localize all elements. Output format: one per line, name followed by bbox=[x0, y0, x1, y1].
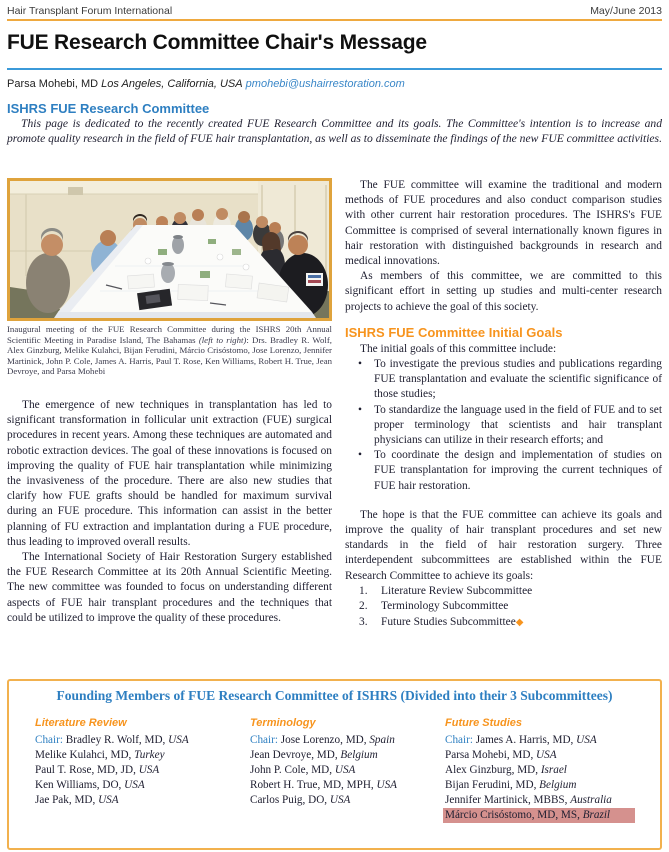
member-name: Jennifer Martinick, MBBS, bbox=[445, 794, 568, 806]
subcommittee-item bbox=[345, 615, 662, 631]
subcommittee-label-text: Future Studies Subcommittee bbox=[381, 616, 516, 629]
member-country: USA bbox=[98, 794, 119, 806]
member-country: Brazil bbox=[582, 809, 611, 821]
member-row bbox=[35, 748, 250, 763]
author-location: Los Angeles, California, USA bbox=[101, 78, 243, 90]
member-row bbox=[445, 793, 660, 808]
member-country: USA bbox=[576, 734, 597, 746]
page-title: FUE Research Committee Chair's Message bbox=[7, 31, 427, 54]
author-name: Parsa Mohebi, MD bbox=[7, 78, 99, 90]
photo-caption-names: : Drs. Bradley R. Wolf, Alex Ginzburg, Melike Kulahci, Bijan Ferudini, Márcio Crisóstomo, Jose Lorenzo, Jennifer Martinick, John P. Cole, James A. Harris, Paul T. Rose, Ken Williams, Robert H. True, Jean Devroye, and Parsa Mohebi bbox=[7, 334, 332, 377]
left-paragraph-1: The emergence of new techniques in transplantation has led to significant transformation in follicular unit extraction (FUE) surgical procedures in recent years. Among these techniques are automated and robotic extraction devices. The goal of these innovations is focused on improving the quality of FUE hair transplantation while minimizing the invasiveness of the procedure. There are also new studies that clarify how FUE grafts should be handled for maximum survival during an FUE procedure. This information can assist in the better planning of FU extraction and implantation during a FUE procedure, thus leading to improved overall results. bbox=[7, 398, 332, 548]
member-country: Belgium bbox=[539, 779, 577, 791]
right-column bbox=[345, 178, 662, 631]
member-name: Robert H. True, MD, MPH, bbox=[250, 779, 374, 791]
member-row bbox=[35, 778, 250, 793]
member-country: Spain bbox=[369, 734, 395, 746]
journal-name: Hair Transplant Forum International bbox=[7, 5, 173, 17]
end-diamond-icon: ◆ bbox=[515, 617, 524, 629]
right-paragraph-2: As members of this committee, we are committed to this significant effort in setting up studies and multi-center research projects to achieve the goal of this society. bbox=[345, 270, 662, 313]
section-heading-committee: ISHRS FUE Research Committee bbox=[7, 101, 210, 116]
member-row bbox=[445, 733, 660, 748]
photo-caption-italic: (left to right) bbox=[198, 334, 247, 345]
left-column bbox=[7, 178, 332, 631]
list-number: 3. bbox=[359, 616, 368, 629]
subcommittee-label bbox=[381, 615, 662, 631]
goal-item bbox=[345, 403, 662, 449]
member-row bbox=[250, 748, 445, 763]
member-country: USA bbox=[168, 734, 189, 746]
column-header: Literature Review bbox=[35, 717, 127, 729]
member-country: USA bbox=[138, 764, 160, 776]
member-row bbox=[445, 763, 660, 778]
title-divider bbox=[7, 68, 662, 70]
member-row bbox=[445, 778, 660, 793]
founding-box-columns bbox=[9, 717, 660, 823]
goal-text: To coordinate the design and implementation of studies on FUE transplantation for improving the current techniques of FUE hair restoration. bbox=[374, 449, 662, 492]
chair-label: Chair: bbox=[445, 734, 473, 746]
column-header: Terminology bbox=[250, 717, 316, 729]
subcommittee-item bbox=[345, 599, 662, 615]
column-header: Future Studies bbox=[445, 717, 523, 729]
author-email-link[interactable]: pmohebi@ushairrestoration.com bbox=[245, 78, 405, 90]
member-name: Ken Williams, DO, bbox=[35, 779, 122, 791]
member-name: Bijan Ferudini, MD, bbox=[445, 779, 537, 791]
member-name: John P. Cole, MD, bbox=[250, 764, 333, 776]
masthead bbox=[7, 5, 662, 17]
section-heading-goals: ISHRS FUE Committee Initial Goals bbox=[345, 324, 563, 340]
subcommittee-column-terminology bbox=[250, 717, 445, 823]
member-country: USA bbox=[376, 779, 398, 791]
subcommittee-label: Literature Review Subcommittee bbox=[381, 584, 533, 597]
list-number: 2. bbox=[359, 600, 368, 613]
goals-intro: The initial goals of this committee include: bbox=[360, 342, 557, 355]
member-name: Márcio Crisóstomo, MD, MS, bbox=[445, 809, 580, 821]
member-name: Jose Lorenzo, MD, bbox=[280, 734, 367, 746]
two-column-body bbox=[7, 178, 662, 631]
bullet-icon: • bbox=[358, 358, 362, 371]
member-row bbox=[250, 778, 445, 793]
byline bbox=[7, 78, 405, 90]
member-row-highlighted bbox=[443, 808, 635, 823]
committee-photo bbox=[7, 178, 332, 321]
left-paragraph-2: The International Society of Hair Restoration Surgery established the FUE Research Committee at its 20th Annual Scientific Meeting. The new committee was founded to focus on understanding different aspects of FUE hair transplant procedures and the techniques that could be utilized to improve the quality of these procedures. bbox=[7, 551, 332, 624]
goal-text: To investigate the previous studies and publications regarding FUE transplantation and evaluate the scientific significance of those studies; bbox=[374, 358, 662, 401]
member-row bbox=[445, 748, 660, 763]
member-name: Jean Devroye, MD, bbox=[250, 749, 338, 761]
member-name: James A. Harris, MD, bbox=[475, 734, 574, 746]
subcommittee-column-literature-review bbox=[35, 717, 250, 823]
goal-item bbox=[345, 448, 662, 494]
member-country: Belgium bbox=[340, 749, 378, 761]
masthead-divider bbox=[7, 19, 662, 21]
intro-paragraph: This page is dedicated to the recently created FUE Research Committee and its goals. The Committee's intention is to increase and promote quality research in the field of FUE hair transplantation, as well as to disseminate the findings of the new FUE committee activities. bbox=[7, 117, 662, 145]
member-row bbox=[35, 763, 250, 778]
member-row bbox=[35, 793, 250, 808]
member-country: USA bbox=[334, 764, 356, 776]
member-row bbox=[250, 763, 445, 778]
bullet-icon: • bbox=[358, 403, 362, 416]
list-number: 1. bbox=[359, 584, 368, 597]
right-paragraph-1: The FUE committee will examine the traditional and modern methods of FUE procedures and also conduct comparison studies with other current hair restoration procedures. The ISHRS's FUE Committee is comprised of several internationally known figures in hair restoration with distinguished backgrounds in research and medical innovations. bbox=[345, 179, 662, 268]
member-country: Australia bbox=[570, 794, 612, 806]
subcommittee-item bbox=[345, 584, 662, 600]
member-name: Melike Kulahci, MD, bbox=[35, 749, 132, 761]
subcommittee-label: Terminology Subcommittee bbox=[381, 600, 509, 613]
member-country: Turkey bbox=[134, 749, 165, 761]
photo-caption bbox=[7, 324, 332, 377]
member-country: Israel bbox=[540, 764, 567, 776]
member-country: USA bbox=[536, 749, 557, 761]
member-name: Jae Pak, MD, bbox=[35, 794, 96, 806]
chair-label: Chair: bbox=[35, 734, 63, 746]
founding-members-box bbox=[7, 679, 662, 850]
chair-label: Chair: bbox=[250, 734, 278, 746]
goal-item bbox=[345, 357, 662, 403]
goal-text: To standardize the language used in the field of FUE and to set proper terminology that scientists and hair transplant physicians can utilize in their research efforts; and bbox=[374, 403, 662, 447]
subcommittee-column-future-studies bbox=[445, 717, 660, 823]
member-name: Parsa Mohebi, MD, bbox=[445, 749, 534, 761]
hope-paragraph: The hope is that the FUE committee can achieve its goals and improve the quality of hair transplant procedures and set new standards in the field of hair restoration surgery. Three interdependent subcommittees are established within the FUE Research Committee to achieve its goals: bbox=[345, 508, 662, 582]
member-name: Alex Ginzburg, MD, bbox=[445, 764, 539, 776]
member-name: Bradley R. Wolf, MD, bbox=[65, 734, 166, 746]
member-country: USA bbox=[329, 794, 351, 806]
photo-caption-text: Inaugural meeting of the FUE Research Committee during the ISHRS 20th Annual Scientific Meeting in Paradise Island, The Bahamas bbox=[7, 324, 332, 345]
founding-box-title: Founding Members of FUE Research Committee of ISHRS (Divided into their 3 Subcommittees) bbox=[56, 688, 613, 703]
member-name: Carlos Puig, DO, bbox=[250, 794, 328, 806]
committee-photo-illustration bbox=[10, 181, 329, 318]
bullet-icon: • bbox=[358, 449, 362, 462]
member-country: USA bbox=[124, 779, 145, 791]
member-name: Paul T. Rose, MD, JD, bbox=[35, 764, 136, 776]
issue-date: May/June 2013 bbox=[590, 5, 662, 17]
member-row bbox=[35, 733, 250, 748]
member-row bbox=[250, 793, 445, 808]
member-row bbox=[250, 733, 445, 748]
